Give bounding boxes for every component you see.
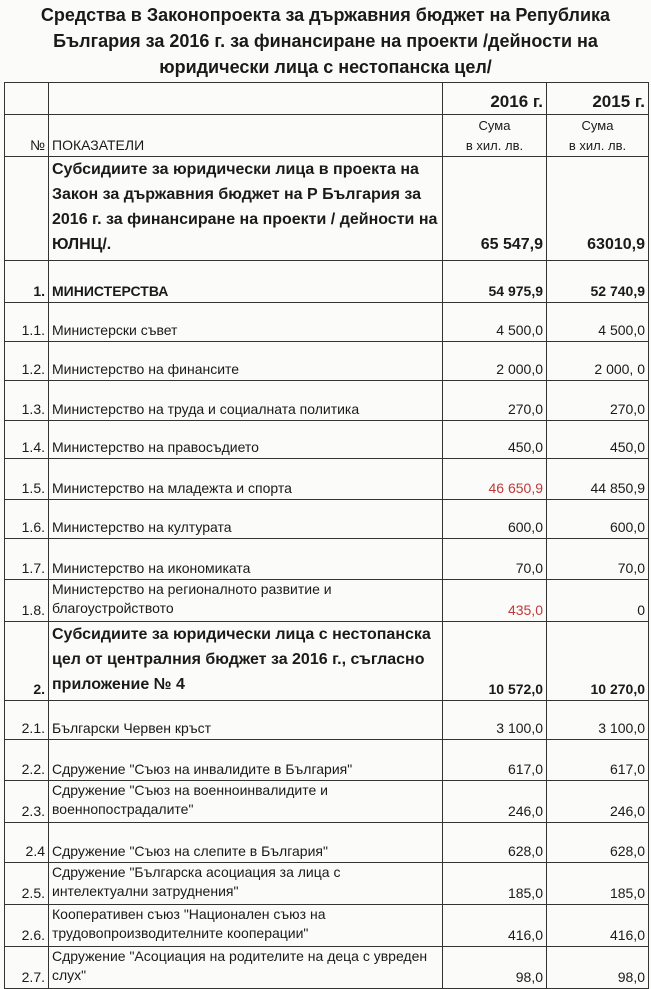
- row-label: Субсидиите за юридически лица в проекта на Закон за държавния бюджет на Р България за 2016 г. за финансиране на проекти / дейности на ЮЛНЦ/.: [49, 157, 443, 261]
- row-label: Субсидиите за юридически лица с нестопанска цел от централния бюджет за 2016 г., съгласно приложение № 4: [49, 622, 443, 701]
- title-line-3: юридически лица с нестопанска цел/: [159, 57, 492, 77]
- row-code: 2.1.: [5, 701, 49, 740]
- value-2016: 98,0: [443, 947, 547, 989]
- row-code: 1.1.: [5, 303, 49, 342]
- row-code: 1.4.: [5, 421, 49, 459]
- sum-label: Сума: [581, 118, 614, 133]
- value-2016: 450,0: [443, 421, 547, 459]
- value-2015: 63010,9: [547, 157, 649, 261]
- value-2015: 270,0: [547, 381, 649, 421]
- row-label: Министерство на правосъдието: [49, 421, 443, 459]
- value-2016: 70,0: [443, 539, 547, 580]
- row-code: 1.2.: [5, 342, 49, 381]
- value-2015: 600,0: [547, 500, 649, 539]
- row-code: 2.5.: [5, 863, 49, 905]
- row-label: Министерство на финансите: [49, 342, 443, 381]
- row-code: 2.7.: [5, 947, 49, 989]
- value-2016: 416,0: [443, 905, 547, 947]
- row-label: Министерство на културата: [49, 500, 443, 539]
- value-2015: 98,0: [547, 947, 649, 989]
- value-2015: 185,0: [547, 863, 649, 905]
- table-row: [5, 421, 649, 459]
- row-label: Министерство на младежта и спорта: [49, 459, 443, 500]
- value-2016: 600,0: [443, 500, 547, 539]
- value-2015: 450,0: [547, 421, 649, 459]
- row-code: [5, 157, 49, 261]
- title-line-1: Средства в Законопроекта за държавния бюджет на Република: [40, 5, 611, 25]
- row-label: Сдружение "Съюз на военноинвалидите и военнопострадалите": [49, 781, 443, 823]
- table-row-total: [5, 157, 649, 261]
- table-row: [5, 539, 649, 580]
- value-2015: 628,0: [547, 823, 649, 863]
- sum-label: Сума: [478, 118, 511, 133]
- value-2016: 4 500,0: [443, 303, 547, 342]
- row-code: 1.: [5, 261, 49, 303]
- value-2016: 617,0: [443, 740, 547, 781]
- row-label: Български Червен кръст: [49, 701, 443, 740]
- indicators-header: ПОКАЗАТЕЛИ: [49, 115, 443, 157]
- table-row: [5, 823, 649, 863]
- value-2015: 2 000, 0: [547, 342, 649, 381]
- row-label: МИНИСТЕРСТВА: [49, 261, 443, 303]
- value-2016-highlighted: 435,0: [443, 580, 547, 622]
- row-label: Сдружение "Асоциация на родителите на деца с увреден слух": [49, 947, 443, 989]
- table-row: [5, 863, 649, 905]
- row-code: 1.8.: [5, 580, 49, 622]
- row-code: 1.6.: [5, 500, 49, 539]
- row-code: 2.2.: [5, 740, 49, 781]
- value-2016: 10 572,0: [443, 622, 547, 701]
- year-2015-header: 2015 г.: [547, 83, 649, 115]
- table-row: [5, 701, 649, 740]
- unit-label: в хил. лв.: [568, 138, 627, 153]
- table-row: [5, 781, 649, 823]
- value-2016: 54 975,9: [443, 261, 547, 303]
- value-2016: 2 000,0: [443, 342, 547, 381]
- value-2016: 246,0: [443, 781, 547, 823]
- value-2016: 270,0: [443, 381, 547, 421]
- value-2016: 628,0: [443, 823, 547, 863]
- value-2015: 52 740,9: [547, 261, 649, 303]
- unit-label: в хил. лв.: [465, 138, 524, 153]
- value-2015: 617,0: [547, 740, 649, 781]
- table-row: [5, 947, 649, 989]
- value-2015: 3 100,0: [547, 701, 649, 740]
- value-2015: 4 500,0: [547, 303, 649, 342]
- sum-2016-header: [443, 115, 547, 157]
- value-2015: 0: [547, 580, 649, 622]
- table-row: [5, 381, 649, 421]
- table-row: [5, 580, 649, 622]
- document-title: [0, 0, 651, 82]
- row-label: Министерство на труда и социалната политика: [49, 381, 443, 421]
- sum-2015-header: [547, 115, 649, 157]
- table-row: [5, 303, 649, 342]
- table-row: [5, 500, 649, 539]
- value-2015: 10 270,0: [547, 622, 649, 701]
- value-2016: 65 547,9: [443, 157, 547, 261]
- row-code: 2.4: [5, 823, 49, 863]
- row-label: Кооперативен съюз "Национален съюз на трудовопроизводителните кооперации": [49, 905, 443, 947]
- row-code: 2.6.: [5, 905, 49, 947]
- row-label: Министерство на икономиката: [49, 539, 443, 580]
- value-2016: 3 100,0: [443, 701, 547, 740]
- row-code: 1.7.: [5, 539, 49, 580]
- row-label: Сдружение "Българска асоциация за лица с интелектуални затруднения": [49, 863, 443, 905]
- empty-cell: [49, 83, 443, 115]
- empty-cell: [5, 83, 49, 115]
- value-2016-highlighted: 46 650,9: [443, 459, 547, 500]
- table-row-section: [5, 261, 649, 303]
- row-label: Министерски съвет: [49, 303, 443, 342]
- table-row: [5, 740, 649, 781]
- row-label: Сдружение "Съюз на инвалидите в България": [49, 740, 443, 781]
- table-row-section: [5, 622, 649, 701]
- table-row: [5, 459, 649, 500]
- row-code: 2.3.: [5, 781, 49, 823]
- column-header-row: [5, 115, 649, 157]
- value-2015: 246,0: [547, 781, 649, 823]
- year-2016-header: 2016 г.: [443, 83, 547, 115]
- row-code: 1.5.: [5, 459, 49, 500]
- value-2015: 44 850,9: [547, 459, 649, 500]
- row-code: 1.3.: [5, 381, 49, 421]
- value-2016: 185,0: [443, 863, 547, 905]
- number-header: №: [5, 115, 49, 157]
- budget-table: [4, 82, 649, 989]
- value-2015: 416,0: [547, 905, 649, 947]
- year-header-row: [5, 83, 649, 115]
- title-line-2: България за 2016 г. за финансиране на проекти /дейности на: [53, 31, 598, 51]
- row-label: Сдружение "Съюз на слепите в България": [49, 823, 443, 863]
- table-row: [5, 342, 649, 381]
- table-row: [5, 905, 649, 947]
- row-code: 2.: [5, 622, 49, 701]
- row-label: Министерство на регионалното развитие и благоустройството: [49, 580, 443, 622]
- value-2015: 70,0: [547, 539, 649, 580]
